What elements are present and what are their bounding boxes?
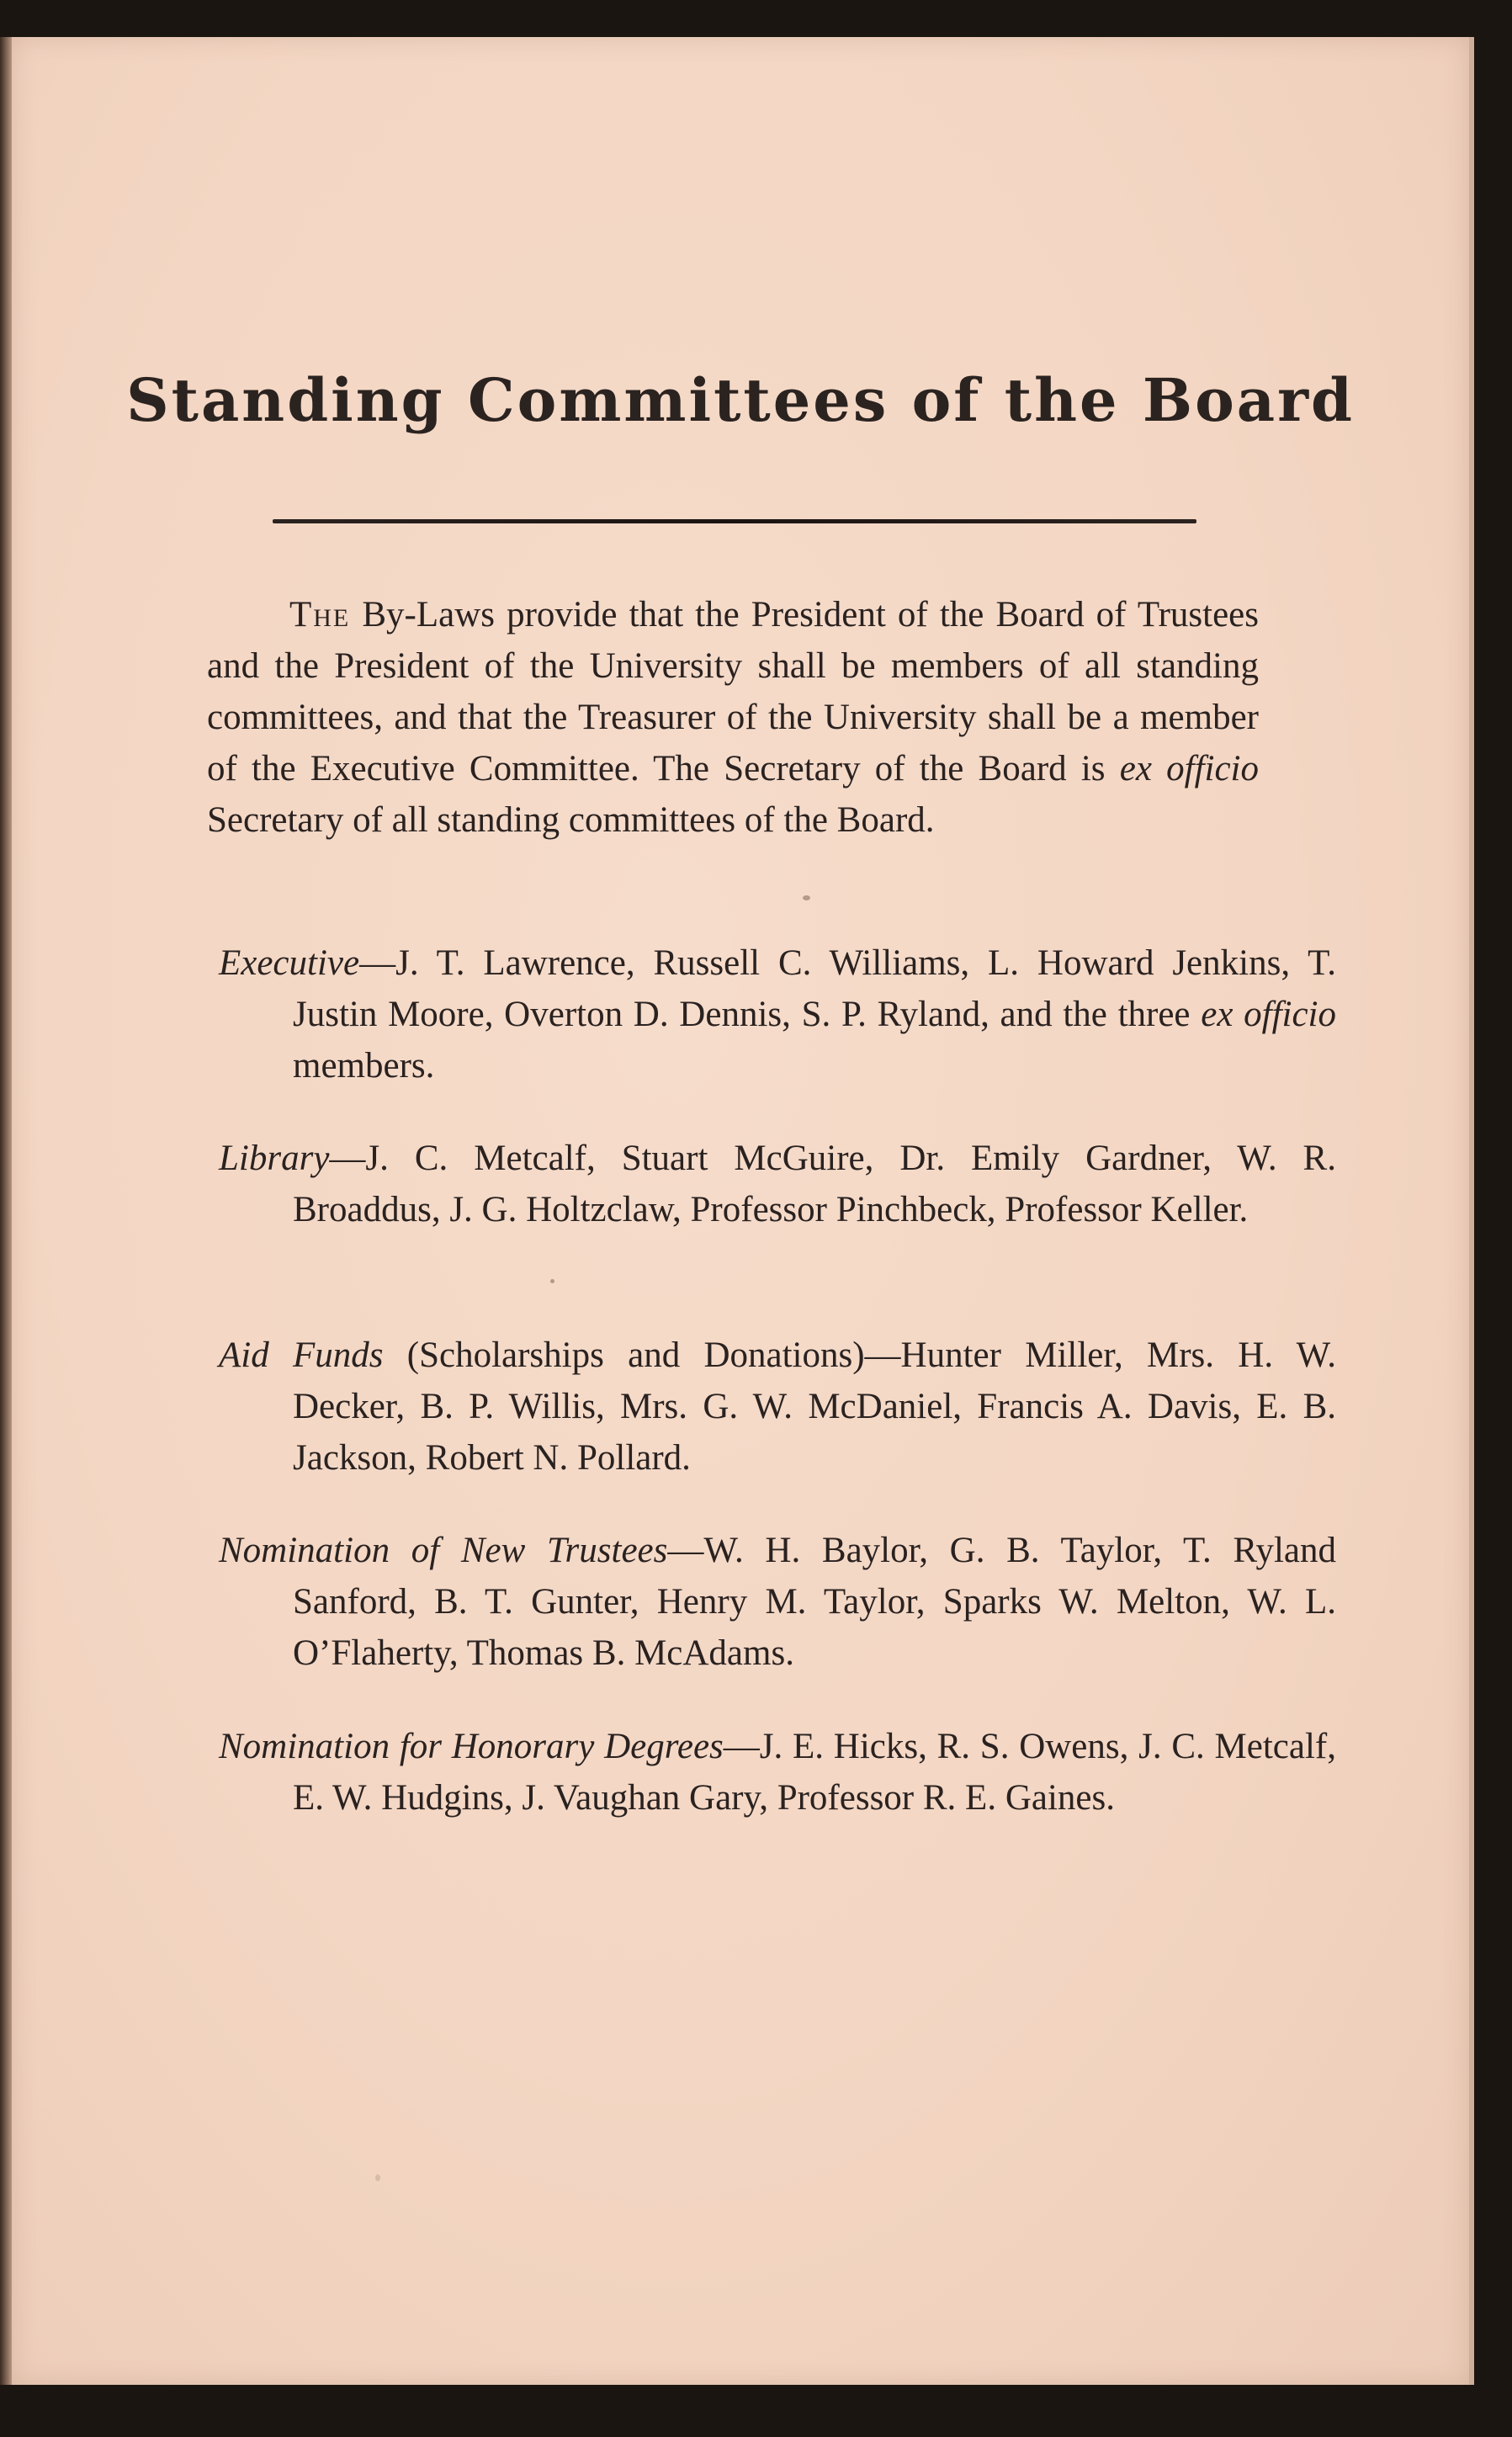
committee-members: —J. E. Hicks, R. S. Owens, J. C. Metcalf, E. W. Hudgins, J. Vaughan Gary, Professor R. E. Gaines. bbox=[293, 1727, 1336, 1818]
committee-label: Nomination for Honorary Degrees bbox=[219, 1727, 724, 1766]
committee-entry-aid-funds bbox=[219, 1330, 1336, 1484]
committee-entry-library bbox=[219, 1133, 1336, 1235]
committee-members-part2: members. bbox=[293, 1046, 435, 1086]
committee-members: —J. C. Metcalf, Stuart McGuire, Dr. Emily Gardner, W. R. Broaddus, J. G. Holtzclaw, Professor Pinchbeck, Professor Keller. bbox=[293, 1139, 1336, 1229]
committee-members-part1: —J. T. Lawrence, Russell C. Williams, L. Howard Jenkins, T. Justin Moore, Overton D. Dennis, S. P. Ryland, and the three bbox=[293, 943, 1336, 1034]
intro-text-part1: By-Laws provide that the President of the Board of Trustees and the President of the University shall be members of all standing committees, and that the Treasurer of the University shall be a member of the Executive Committee. The Secretary of the Board is bbox=[207, 595, 1259, 788]
committee-members: —W. H. Baylor, G. B. Taylor, T. Ryland Sanford, B. T. Gunter, Henry M. Taylor, Sparks W. Melton, W. L. O’Flaherty, Thomas B. McAdams. bbox=[293, 1531, 1336, 1673]
paper-speck bbox=[803, 895, 810, 900]
intro-italic-phrase: ex officio bbox=[1119, 749, 1260, 788]
paper-speck bbox=[375, 2174, 380, 2181]
committee-entry-honorary-degrees bbox=[219, 1721, 1336, 1824]
paper-speck bbox=[550, 1279, 554, 1283]
committee-label: Executive bbox=[219, 943, 360, 983]
committee-entry-executive bbox=[219, 937, 1336, 1091]
document-page bbox=[12, 37, 1469, 2385]
page-right-edge bbox=[1469, 37, 1474, 2385]
page-left-edge bbox=[0, 37, 12, 2385]
heading-rule bbox=[273, 519, 1196, 523]
committee-label: Library bbox=[219, 1139, 330, 1178]
committee-italic-phrase: ex officio bbox=[1201, 995, 1337, 1034]
intro-paragraph bbox=[207, 589, 1259, 846]
committee-label: Aid Funds bbox=[219, 1335, 384, 1375]
committee-entry-nomination-trustees bbox=[219, 1525, 1336, 1679]
committee-members: (Scholarships and Donations)—Hunter Miller, Mrs. H. W. Decker, B. P. Willis, Mrs. G. W. McDaniel, Francis A. Davis, E. B. Jackson, Robert N. Pollard. bbox=[293, 1335, 1336, 1478]
intro-lead-word: The bbox=[289, 595, 351, 634]
committee-label: Nomination of New Trustees bbox=[219, 1531, 668, 1570]
intro-text-part2: Secretary of all standing committees of the Board. bbox=[207, 800, 935, 840]
page-heading: Standing Committees of the Board bbox=[126, 365, 1355, 435]
